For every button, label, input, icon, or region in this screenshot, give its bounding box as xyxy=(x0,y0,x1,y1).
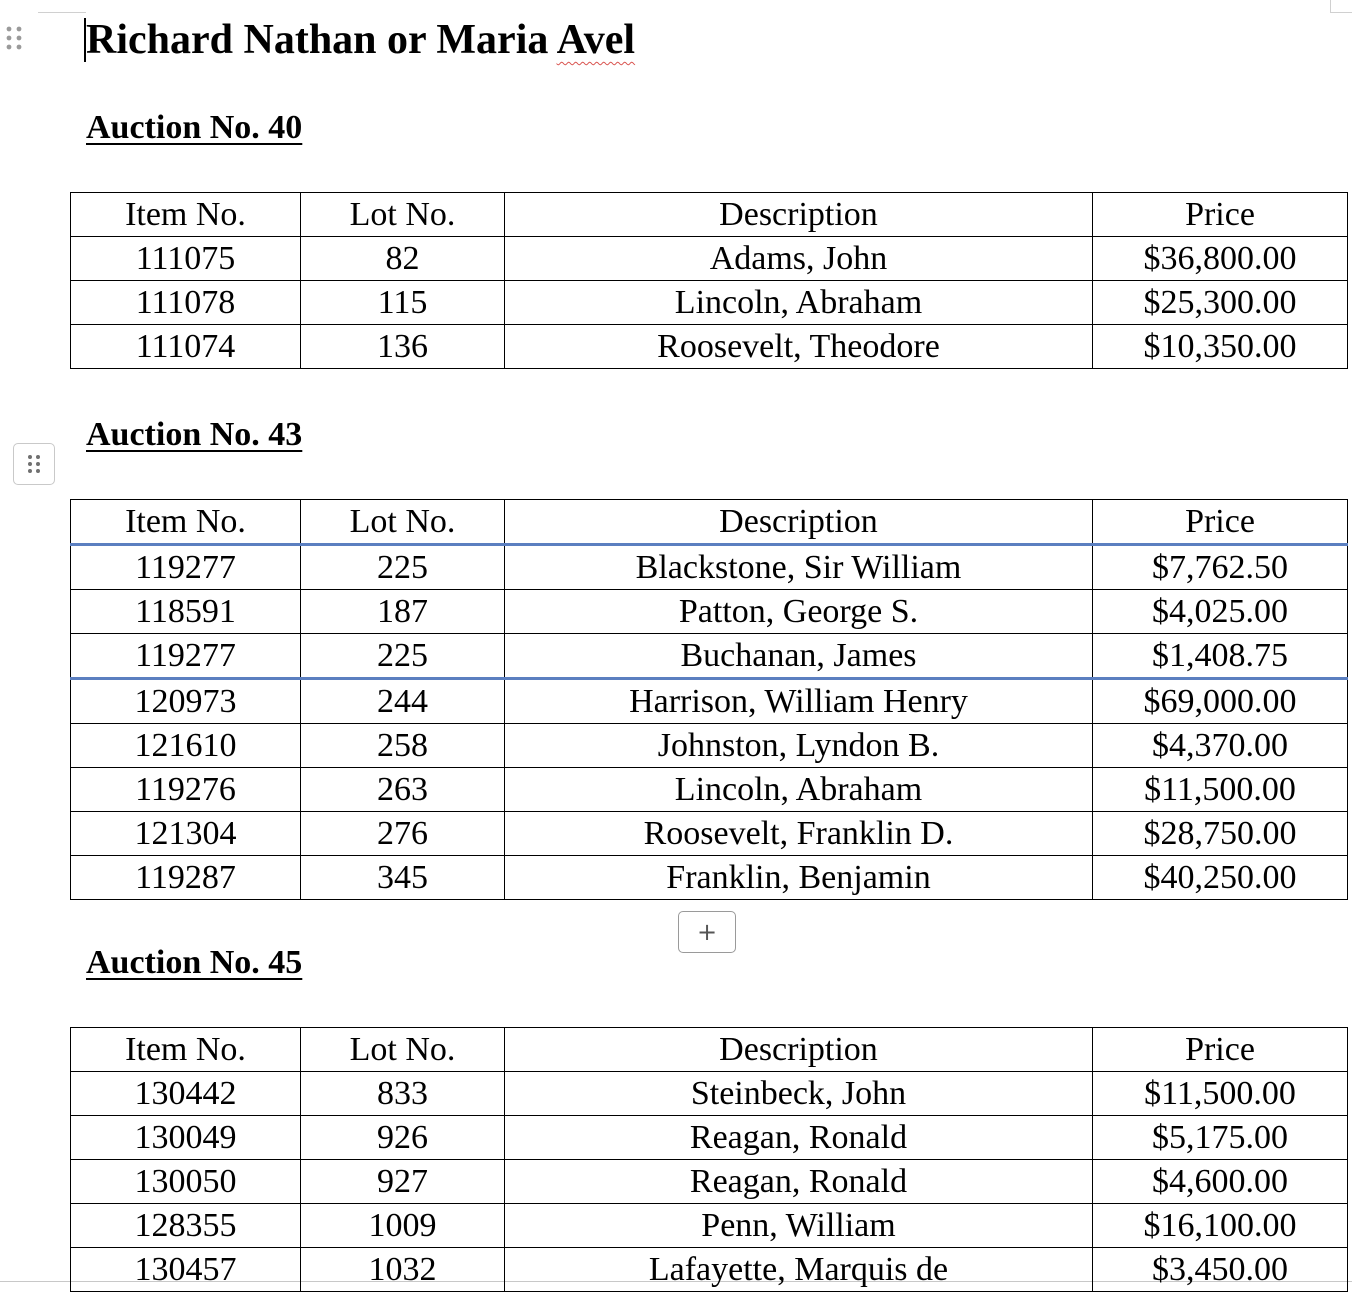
auction-table xyxy=(70,1027,1348,1292)
price-cell[interactable]: $11,500.00 xyxy=(1093,1072,1348,1116)
price-cell[interactable]: $4,370.00 xyxy=(1093,724,1348,768)
item-no-cell[interactable]: 128355 xyxy=(71,1204,301,1248)
table-row xyxy=(71,724,1348,768)
description-cell[interactable]: Lincoln, Abraham xyxy=(505,768,1093,812)
lot-no-cell[interactable]: 136 xyxy=(301,325,505,369)
lot-no-cell[interactable]: 82 xyxy=(301,237,505,281)
lot-no-cell[interactable]: 115 xyxy=(301,281,505,325)
item-no-cell[interactable]: 130442 xyxy=(71,1072,301,1116)
item-no-cell[interactable]: 130049 xyxy=(71,1116,301,1160)
description-cell[interactable]: Lafayette, Marquis de xyxy=(505,1248,1093,1292)
header-lot-no[interactable]: Lot No. xyxy=(301,500,505,545)
auction-table xyxy=(70,499,1348,900)
description-cell[interactable]: Roosevelt, Theodore xyxy=(505,325,1093,369)
table-row xyxy=(71,1160,1348,1204)
header-description[interactable]: Description xyxy=(505,1028,1093,1072)
table-row xyxy=(71,281,1348,325)
table-header-row xyxy=(71,193,1348,237)
page-corner-mark xyxy=(1330,0,1352,13)
lot-no-cell[interactable]: 225 xyxy=(301,634,505,679)
table-row-selected xyxy=(71,634,1348,679)
header-price[interactable]: Price xyxy=(1093,193,1348,237)
title-text: Richard Nathan or Maria xyxy=(86,17,557,63)
item-no-cell[interactable]: 119277 xyxy=(71,634,301,679)
lot-no-cell[interactable]: 276 xyxy=(301,812,505,856)
auction-table xyxy=(70,192,1348,369)
table-row xyxy=(71,679,1348,724)
lot-no-cell[interactable]: 926 xyxy=(301,1116,505,1160)
item-no-cell[interactable]: 118591 xyxy=(71,590,301,634)
description-cell[interactable]: Lincoln, Abraham xyxy=(505,281,1093,325)
table-row xyxy=(71,237,1348,281)
add-row-button[interactable] xyxy=(678,911,736,953)
price-cell[interactable]: $5,175.00 xyxy=(1093,1116,1348,1160)
drag-handle-icon[interactable] xyxy=(4,24,26,52)
item-no-cell[interactable]: 119277 xyxy=(71,545,301,590)
header-lot-no[interactable]: Lot No. xyxy=(301,1028,505,1072)
auction-heading: Auction No. 43 xyxy=(86,416,303,453)
item-no-cell[interactable]: 121610 xyxy=(71,724,301,768)
price-cell[interactable]: $69,000.00 xyxy=(1093,679,1348,724)
price-cell[interactable]: $25,300.00 xyxy=(1093,281,1348,325)
lot-no-cell[interactable]: 1009 xyxy=(301,1204,505,1248)
lot-no-cell[interactable]: 1032 xyxy=(301,1248,505,1292)
price-cell[interactable]: $11,500.00 xyxy=(1093,768,1348,812)
table-row xyxy=(71,1116,1348,1160)
lot-no-cell[interactable]: 244 xyxy=(301,679,505,724)
description-cell[interactable]: Adams, John xyxy=(505,237,1093,281)
description-cell[interactable]: Blackstone, Sir William xyxy=(505,545,1093,590)
price-cell[interactable]: $4,025.00 xyxy=(1093,590,1348,634)
description-cell[interactable]: Penn, William xyxy=(505,1204,1093,1248)
description-cell[interactable]: Buchanan, James xyxy=(505,634,1093,679)
description-cell[interactable]: Roosevelt, Franklin D. xyxy=(505,812,1093,856)
description-cell[interactable]: Steinbeck, John xyxy=(505,1072,1093,1116)
auction-heading: Auction No. 40 xyxy=(86,109,303,146)
price-cell[interactable]: $16,100.00 xyxy=(1093,1204,1348,1248)
table-row-selected xyxy=(71,545,1348,590)
description-cell[interactable]: Harrison, William Henry xyxy=(505,679,1093,724)
lot-no-cell[interactable]: 263 xyxy=(301,768,505,812)
item-no-cell[interactable]: 119287 xyxy=(71,856,301,900)
item-no-cell[interactable]: 130457 xyxy=(71,1248,301,1292)
description-cell[interactable]: Patton, George S. xyxy=(505,590,1093,634)
item-no-cell[interactable]: 111074 xyxy=(71,325,301,369)
item-no-cell[interactable]: 111075 xyxy=(71,237,301,281)
header-price[interactable]: Price xyxy=(1093,500,1348,545)
header-item-no[interactable]: Item No. xyxy=(71,193,301,237)
table-row xyxy=(71,1204,1348,1248)
item-no-cell[interactable]: 111078 xyxy=(71,281,301,325)
description-cell[interactable]: Reagan, Ronald xyxy=(505,1160,1093,1204)
lot-no-cell[interactable]: 187 xyxy=(301,590,505,634)
item-no-cell[interactable]: 120973 xyxy=(71,679,301,724)
price-cell[interactable]: $1,408.75 xyxy=(1093,634,1348,679)
plus-icon: + xyxy=(696,918,718,946)
header-item-no[interactable]: Item No. xyxy=(71,1028,301,1072)
lot-no-cell[interactable]: 258 xyxy=(301,724,505,768)
price-cell[interactable]: $3,450.00 xyxy=(1093,1248,1348,1292)
header-item-no[interactable]: Item No. xyxy=(71,500,301,545)
price-cell[interactable]: $7,762.50 xyxy=(1093,545,1348,590)
table-row xyxy=(71,325,1348,369)
table-row xyxy=(71,1072,1348,1116)
header-description[interactable]: Description xyxy=(505,500,1093,545)
description-cell[interactable]: Reagan, Ronald xyxy=(505,1116,1093,1160)
price-cell[interactable]: $4,600.00 xyxy=(1093,1160,1348,1204)
lot-no-cell[interactable]: 927 xyxy=(301,1160,505,1204)
table-header-row xyxy=(71,500,1348,545)
document-title[interactable] xyxy=(86,14,635,66)
item-no-cell[interactable]: 130050 xyxy=(71,1160,301,1204)
price-cell[interactable]: $36,800.00 xyxy=(1093,237,1348,281)
lot-no-cell[interactable]: 833 xyxy=(301,1072,505,1116)
price-cell[interactable]: $10,350.00 xyxy=(1093,325,1348,369)
table-row-selected xyxy=(71,590,1348,634)
description-cell[interactable]: Johnston, Lyndon B. xyxy=(505,724,1093,768)
lot-no-cell[interactable]: 345 xyxy=(301,856,505,900)
table-row xyxy=(71,768,1348,812)
auction-heading: Auction No. 45 xyxy=(86,944,303,981)
table-header-row xyxy=(71,1028,1348,1072)
description-cell[interactable]: Franklin, Benjamin xyxy=(505,856,1093,900)
table-row xyxy=(71,1248,1348,1292)
header-price[interactable]: Price xyxy=(1093,1028,1348,1072)
page-corner-mark xyxy=(38,12,86,13)
price-cell[interactable]: $28,750.00 xyxy=(1093,812,1348,856)
item-no-cell[interactable]: 119276 xyxy=(71,768,301,812)
item-no-cell[interactable]: 121304 xyxy=(71,812,301,856)
header-lot-no[interactable]: Lot No. xyxy=(301,193,505,237)
table-drag-handle-icon[interactable] xyxy=(13,443,55,485)
table-row xyxy=(71,812,1348,856)
misspelled-word[interactable]: Avel xyxy=(556,17,636,63)
lot-no-cell[interactable]: 225 xyxy=(301,545,505,590)
price-cell[interactable]: $40,250.00 xyxy=(1093,856,1348,900)
header-description[interactable]: Description xyxy=(505,193,1093,237)
table-row xyxy=(71,856,1348,900)
